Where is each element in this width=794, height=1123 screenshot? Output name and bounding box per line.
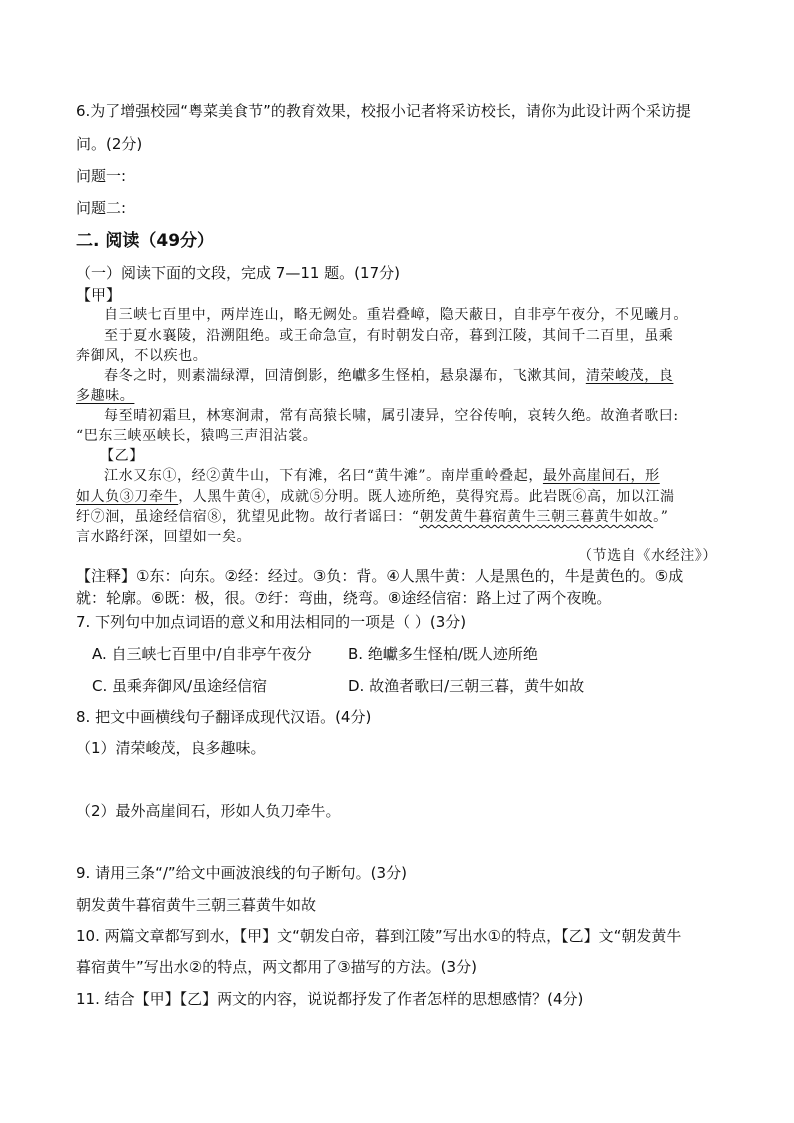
jia-label: 【甲】 [76, 286, 122, 304]
q11-stem: 11. 结合【甲】【乙】两文的内容，说说都抒发了作者怎样的思想感情？(4分) [76, 990, 584, 1008]
jia-paragraph-1: 自三峡七百里中，两岸连山，略无阙处。重岩叠嶂，隐天蔽日，自非亭午夜分，不见曦月。 [104, 307, 688, 323]
jia-p3-text: 春冬之时，则素湍绿潭，回清倒影，绝巘多生怪柏，悬泉瀑布，飞漱其间， [104, 368, 586, 384]
part1-instructions: （一）阅读下面的文段，完成 7—11 题。(17分) [76, 264, 400, 282]
yi-underlined-sentence-part2: 如人负③刀牵牛 [76, 489, 179, 505]
q7-option-d: D. 故渔者歌曰/三朝三暮，黄牛如故 [348, 677, 585, 695]
jia-paragraph-4a: 每至晴初霜旦，林寒涧肃，常有高猿长啸，属引凄异，空谷传响，哀转久绝。故渔者歌曰: [104, 408, 679, 424]
yi-l3-text: 纡⑦洄，虽途经信宿⑧，犹望见此物。故行者谣曰：“ [76, 509, 420, 525]
jia-underlined-sentence-part2: 多趣味。 [76, 388, 135, 404]
yi-wavy-sentence: 朝发黄牛暮宿黄牛三朝三暮黄牛如故 [419, 509, 654, 525]
yi-line-3 [76, 507, 669, 527]
yi-line-2 [76, 487, 675, 507]
q6-question-two: 问题二: [76, 199, 127, 217]
passage-source: （节选自《水经注》） [578, 548, 717, 564]
jia-underlined-sentence-part1: 清荣峻茂，良 [585, 368, 674, 384]
notes-line-2: 就：轮廓。⑥既：极，很。⑦纡：弯曲，绕弯。⑧途经信宿：路上过了两个夜晚。 [76, 589, 612, 607]
section-title: 二. 阅读（49分） [76, 231, 215, 251]
yi-l1-text: 江水又东①，经②黄牛山，下有滩，名曰“黄牛滩”。南岸重岭叠起， [104, 468, 543, 484]
q8-sentence-2: （2）最外高崖间石，形如人负刀牵牛。 [76, 802, 341, 820]
jia-paragraph-3b [76, 386, 134, 406]
q10-line-2: 暮宿黄牛”写出水②的特点，两文都用了③描写的方法。(3分) [76, 958, 477, 976]
q8-sentence-1: （1）清荣峻茂，良多趣味。 [76, 739, 266, 757]
notes-line-1: 【注释】①东：向东。②经：经过。③负：背。④人黑牛黄：人是黑色的，牛是黄色的。⑤成 [76, 567, 684, 585]
q9-stem: 9. 请用三条“/”给文中画波浪线的句子断句。(3分) [76, 864, 407, 882]
jia-paragraph-3a [104, 366, 673, 386]
q10-line-1: 10. 两篇文章都写到水，【甲】文“朝发白帝，暮到江陵”写出水①的特点，【乙】文“朝发黄牛 [76, 927, 682, 945]
yi-label: 【乙】 [100, 448, 144, 464]
q9-sentence: 朝发黄牛暮宿黄牛三朝三暮黄牛如故 [76, 896, 317, 914]
yi-line-1 [104, 466, 660, 486]
q6-question-one: 问题一: [76, 167, 127, 185]
jia-paragraph-2a: 至于夏水襄陵，沿溯阻绝。或王命急宣，有时朝发白帝，暮到江陵，其间千二百里，虽乘 [104, 328, 674, 344]
q7-stem: 7. 下列句中加点词语的意义和用法相同的一项是（ ）(3分) [76, 613, 467, 631]
q8-stem: 8. 把文中画横线句子翻译成现代汉语。(4分) [76, 708, 372, 726]
yi-l2-text: ，人黑牛黄④，成就⑤分明。既人迹所绝，莫得究焉。此岩既⑥高，加以江湍 [178, 489, 675, 505]
yi-l3-end: 。” [653, 509, 669, 525]
q7-option-a: A. 自三峡七百里中/自非亭午夜分 [92, 645, 312, 663]
jia-paragraph-4b: “巴东三峡巫峡长，猿鸣三声泪沾裳。 [76, 428, 318, 444]
jia-paragraph-2b: 奔御风，不以疾也。 [76, 348, 208, 364]
yi-line-4: 言水路纡深，回望如一矣。 [76, 529, 252, 545]
q7-option-b: B. 绝巘多生怪柏/既人迹所绝 [348, 645, 538, 663]
q7-option-c: C. 虽乘奔御风/虽途经信宿 [92, 677, 268, 695]
q6-line1: 6.为了增强校园“粤菜美食节”的教育效果，校报小记者将采访校长，请你为此设计两个采访提 [76, 102, 691, 120]
yi-underlined-sentence-part1: 最外高崖间石，形 [542, 468, 660, 484]
q6-line2: 问。(2分) [76, 135, 143, 153]
